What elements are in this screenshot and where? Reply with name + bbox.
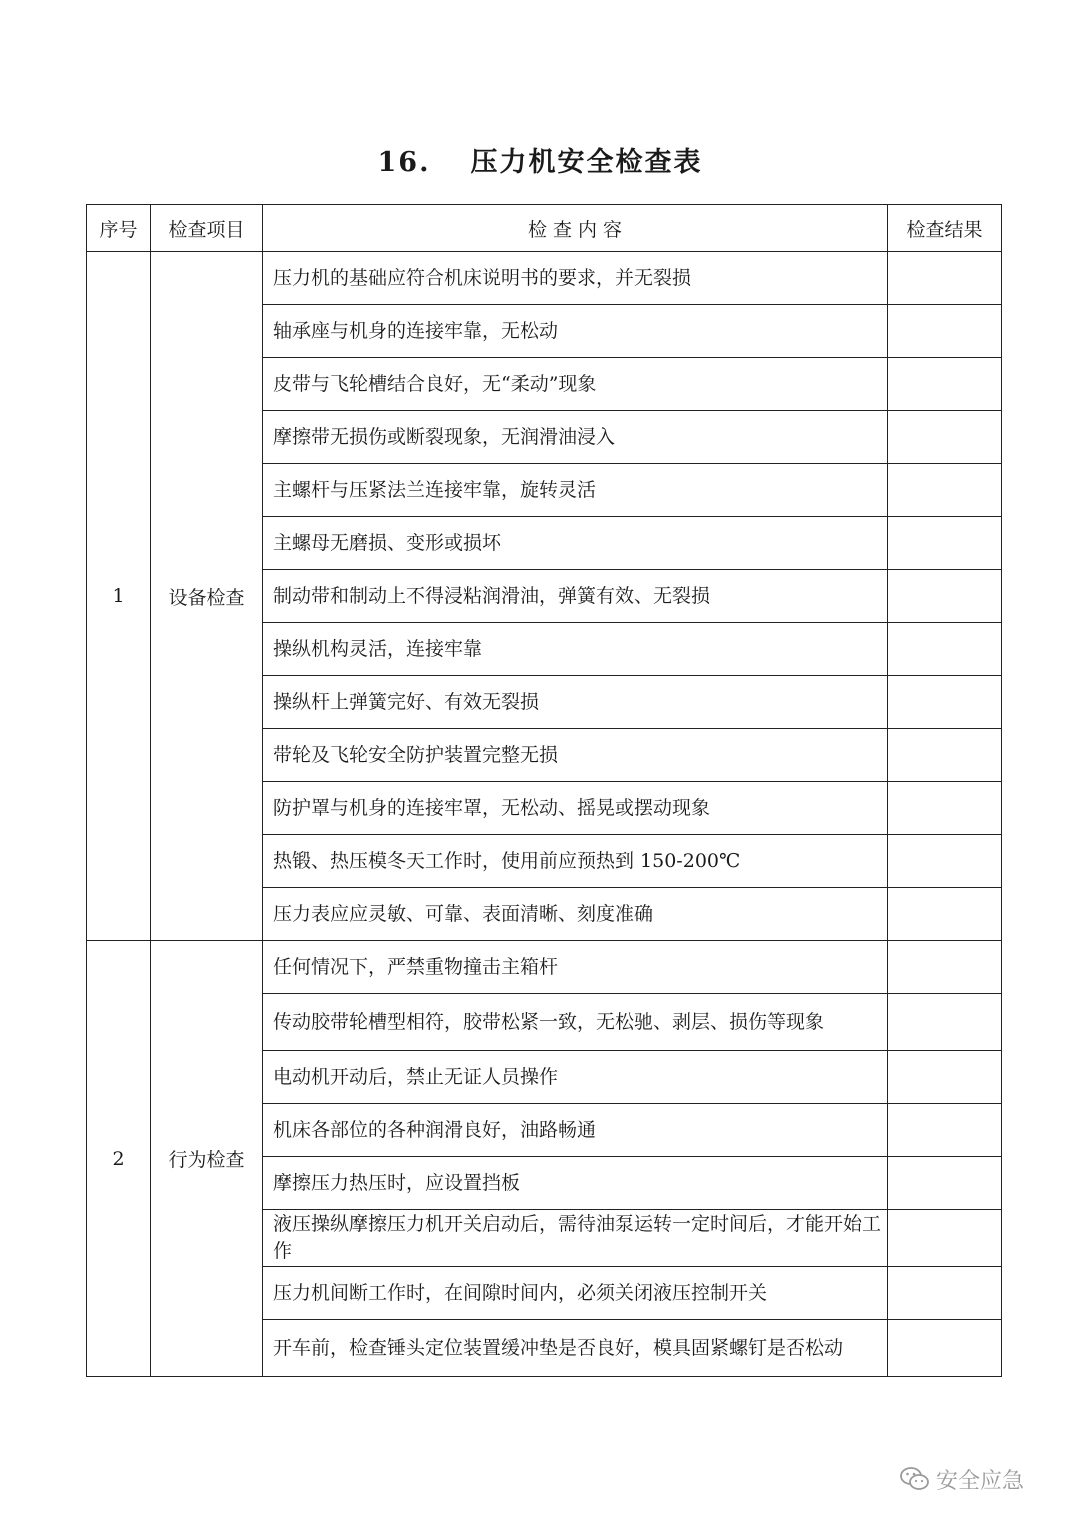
result-cell[interactable]: [888, 570, 1002, 623]
check-content: 电动机开动后，禁止无证人员操作: [263, 1051, 888, 1104]
result-cell[interactable]: [888, 1157, 1002, 1210]
result-cell[interactable]: [888, 729, 1002, 782]
result-cell[interactable]: [888, 358, 1002, 411]
header-content: 检 查 内 容: [263, 205, 888, 252]
watermark-text: 安全应急: [936, 1468, 1025, 1494]
check-content: 轴承座与机身的连接牢靠，无松动: [263, 305, 888, 358]
result-cell[interactable]: [888, 676, 1002, 729]
result-cell[interactable]: [888, 994, 1002, 1051]
wechat-icon: [900, 1466, 930, 1492]
table-row: [87, 252, 1002, 305]
result-cell[interactable]: [888, 1320, 1002, 1377]
table-row: [87, 941, 1002, 994]
check-content: 皮带与飞轮槽结合良好，无“柔动”现象: [263, 358, 888, 411]
header-item: 检查项目: [151, 205, 263, 252]
result-cell[interactable]: [888, 941, 1002, 994]
section-seq: 2: [87, 941, 151, 1377]
result-cell[interactable]: [888, 252, 1002, 305]
check-content: 压力机的基础应符合机床说明书的要求，并无裂损: [263, 252, 888, 305]
check-content: 液压操纵摩擦压力机开关启动后，需待油泵运转一定时间后，才能开始工作: [263, 1210, 888, 1267]
page-title: [0, 140, 1080, 179]
check-content: 操纵杆上弹簧完好、有效无裂损: [263, 676, 888, 729]
section-category: 行为检查: [151, 941, 263, 1377]
check-content: 主螺杆与压紧法兰连接牢靠，旋转灵活: [263, 464, 888, 517]
result-cell[interactable]: [888, 1051, 1002, 1104]
section-category: 设备检查: [151, 252, 263, 941]
result-cell[interactable]: [888, 411, 1002, 464]
check-content: 防护罩与机身的连接牢罩，无松动、摇晃或摆动现象: [263, 782, 888, 835]
result-cell[interactable]: [888, 782, 1002, 835]
header-result: 检查结果: [888, 205, 1002, 252]
header-seq: 序号: [87, 205, 151, 252]
inspection-table: [86, 204, 1002, 1377]
result-cell[interactable]: [888, 517, 1002, 570]
check-content: 带轮及飞轮安全防护装置完整无损: [263, 729, 888, 782]
check-content: 传动胶带轮槽型相符，胶带松紧一致，无松驰、剥层、损伤等现象: [263, 994, 888, 1051]
result-cell[interactable]: [888, 464, 1002, 517]
section-seq: 1: [87, 252, 151, 941]
check-content: 机床各部位的各种润滑良好，油路畅通: [263, 1104, 888, 1157]
table-header-row: [87, 205, 1002, 252]
check-content: 热锻、热压模冬天工作时，使用前应预热到 150-200℃: [263, 835, 888, 888]
check-content: 摩擦带无损伤或断裂现象，无润滑油浸入: [263, 411, 888, 464]
check-content: 压力表应应灵敏、可靠、表面清晰、刻度准确: [263, 888, 888, 941]
check-content: 操纵机构灵活，连接牢靠: [263, 623, 888, 676]
title-number: 16.: [377, 147, 431, 178]
result-cell[interactable]: [888, 1267, 1002, 1320]
check-content: 任何情况下，严禁重物撞击主箱杆: [263, 941, 888, 994]
result-cell[interactable]: [888, 888, 1002, 941]
result-cell[interactable]: [888, 1104, 1002, 1157]
check-content: 压力机间断工作时，在间隙时间内，必须关闭液压控制开关: [263, 1267, 888, 1320]
watermark: [900, 1462, 1050, 1496]
result-cell[interactable]: [888, 305, 1002, 358]
check-content: 主螺母无磨损、变形或损坏: [263, 517, 888, 570]
title-text: 压力机安全检查表: [470, 147, 703, 178]
check-content: 制动带和制动上不得浸粘润滑油，弹簧有效、无裂损: [263, 570, 888, 623]
check-content: 摩擦压力热压时，应设置挡板: [263, 1157, 888, 1210]
result-cell[interactable]: [888, 835, 1002, 888]
result-cell[interactable]: [888, 1210, 1002, 1267]
check-content: 开车前，检查锤头定位装置缓冲垫是否良好，模具固紧螺钉是否松动: [263, 1320, 888, 1377]
result-cell[interactable]: [888, 623, 1002, 676]
